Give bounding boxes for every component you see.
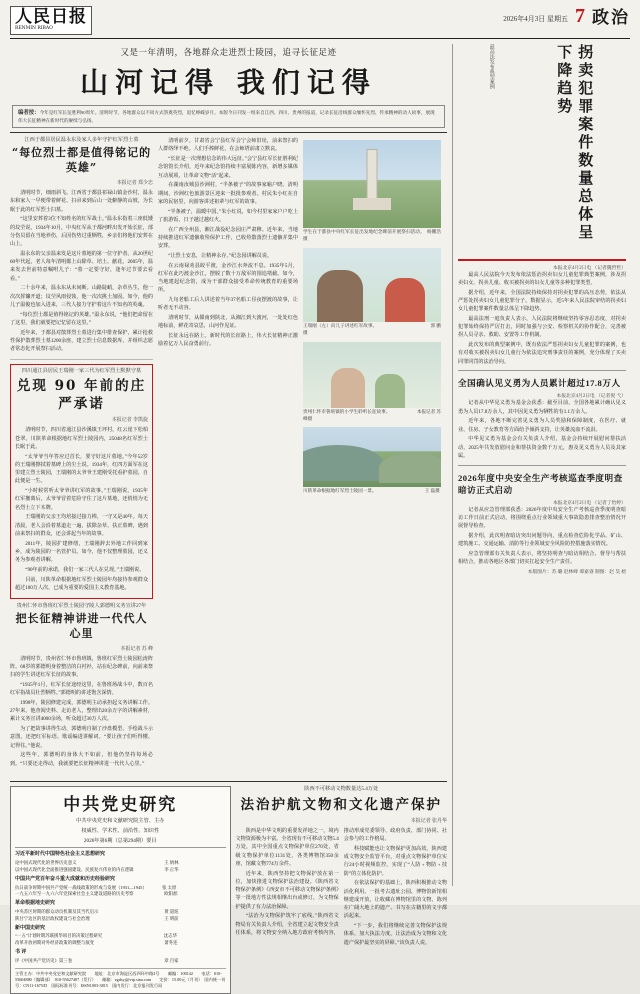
story-paragraph: “这里安葬着3位不知姓名的红军战士。”温永东指着三座低矮的坟茔说，1934年10月，中央红军从于都河畔出发开始长征，部分伤员留在当地养伤，后因伤势过重牺牲，乡亲们将他们安葬在山上。 xyxy=(10,216,153,248)
main-columns xyxy=(10,44,447,989)
story-guizhou xyxy=(10,603,153,774)
story-paragraph: “下一步，我们将继续完善文物保护法规体系，加大执法力度，让法治成为文物和文化遗产保护最坚实的屏障。”该负责人说。 xyxy=(343,923,447,946)
masthead-right xyxy=(503,6,630,26)
journal-item: 以中国式现代化全面推进强国建设、民族复兴伟业的内在逻辑 李 正华 xyxy=(15,867,179,873)
story-paragraph: “太爷爷当年答应过首长，要守好这片墓地。”今年52岁的王瑞刚擦拭着墓碑上的尘土说。1934年，红四方面军在这里建立烈士陵园，王瑞刚的太爷爷王建刚受托看护墓园，自此便是一生。 xyxy=(15,453,148,485)
divider xyxy=(458,370,626,371)
story-paragraph: “法治为文物保护筑牢了底线。”陕西省文物局有关负责人介绍，全省建立起文物安全责任体系，将文物安全纳入地方政府考核内容，推动形成党委领导、政府负责、部门协同、社会参与的工作格局。 xyxy=(235,827,447,936)
right-paragraph: 此次发布的典型案例中，既有依法严惩拐卖妇女儿童犯罪的案例，也有对收买被拐卖妇女儿童行为依法追究刑事责任的案例，充分体现了买卖同罪同罚的法治导向。 xyxy=(458,342,626,365)
journal-item: 评《中国共产党历史》第三卷 章 百家 xyxy=(15,957,179,963)
right-second-title: 全国确认见义勇为人员累计超过17.8万人 xyxy=(458,378,621,389)
story-byline: 本报记者 张丹华 xyxy=(410,818,447,824)
page-body xyxy=(10,43,630,989)
journal-item: “一五”计划时期苏联援华项目的决策过程研究 沈志华 xyxy=(15,933,177,939)
story-byline: 本报记者 李凯旋 xyxy=(111,418,148,424)
photo-caption: 王瑞刚（左）向儿子讲述红军故事。 郭 鹏摄 xyxy=(303,322,441,335)
journal-title: 中共党史研究 xyxy=(63,795,178,816)
journal-contents xyxy=(15,851,226,964)
column-three-photos xyxy=(303,137,441,777)
story-title: “每位烈士都是值得铭记的英雄” xyxy=(11,146,152,175)
story-paragraph: 这些年，郭德明的身体大不如前，但他仍坚持每场必到。“只要还走得动，我就要把长征精神讲进一代代人心里。” xyxy=(10,752,153,767)
mid-paragraph: 长征永远在路上。新时代的长征路上，伟大长征精神正激励着亿万人民奋勇前行。 xyxy=(158,333,298,348)
mid-paragraph: “长征是一次理想信念的伟大远征。”会宁县红军长征胜利纪念馆馆长介绍，近年来纪念馆持续丰富展陈内容，新增多媒体互动展项，让革命文物“活”起来。 xyxy=(158,156,298,179)
right-third-byline: 本报北京4月2日电 （记者丁怡婷） xyxy=(552,500,626,506)
mid-paragraph: 在广西全州县，湘江战役纪念园庄严肃穆。近年来，当地持续推进红军遗骸收殓保护工作，已收殓散落烈士遗骸并集中安葬。 xyxy=(158,226,298,250)
mid-paragraph: 九旬老船工后人讲述着当年37名船工昼夜摆渡的故事，让听者无不动容。 xyxy=(158,297,298,312)
journal-item: 陕甘宁边区的基层政权建设与社会治理 王 明前 xyxy=(15,915,179,921)
journal-section-head: 中国共产党百年奋斗重大成就和历史经验研究 xyxy=(15,876,116,882)
story-paragraph: 近年来，陕西坚持把文物保护放在第一位，加快推进文物保护法治建设。《陕西省文物保护条例》《西安市不可移动文物保护条例》等一批地方性法规相继出台或修订，为文物保护提供了有力法治保障。 xyxy=(235,870,339,910)
family-photo-image xyxy=(303,248,441,322)
story-paragraph: 为了把故事讲得生动，郭德明自制了沙盘模型、手绘战斗示意图，还把红军标语、歌谣编进讲解词。“要让孩子们听得懂、记得住。”他说。 xyxy=(10,726,153,749)
story-paragraph: 2011年，陵园扩建修缮，王瑞刚辞去外地工作回到家乡，成为陵园的一名管护员。如今，他不仅整理墓园，还义务为参观者讲解。 xyxy=(15,540,148,564)
story-shaanxi xyxy=(236,786,448,993)
journal-item: 一九五六年至一九六六年党探索社会主义建设道路的历史考察 欧阳淞 xyxy=(15,891,178,897)
story-paragraph: 清明时节，贵州省仁怀市鲁班镇，鲁班红军烈士陵园松涛阵阵。68岁的郭德明身着整洁的白衬衫，站在纪念碑前，向前来祭扫的学生讲述红军长征的故事。 xyxy=(10,655,153,679)
paper-logo xyxy=(10,6,92,35)
journal-footer: 主管主办：中共中央党史和文献研究院 地址：北京市海淀区西四环中路2号 邮编：100142 电话：010-55604880（编辑部） 010-55627407（发行） 邮箱：zgdsyj@vip.sina.com 定价：15.00元（月刊） 国内统一刊号：CN11-1675/D 国际标准刊号：ISSN1003-3815 国内发行：北京报刊发行局 xyxy=(15,968,226,990)
monument-photo xyxy=(303,140,441,243)
lead-kicker: 又是一年清明，各地群众走进烈士陵园，追寻长征足迹 xyxy=(120,46,337,57)
publication-date: 2026年4月3日 星期五 xyxy=(503,15,568,23)
right-column xyxy=(452,44,626,886)
divider xyxy=(458,465,626,466)
landscape-photo-image xyxy=(303,427,441,487)
section-name: 政治 xyxy=(592,8,630,27)
right-paragraph: 最高法刑一庭负责人表示，人民法院将继续坚持零容忍态度，对拐卖犯罪始终保持严厉打击，同时加强与公安、检察机关的协作配合，完善被拐人员寻亲、救助、安置等工作机制。 xyxy=(458,315,626,339)
right-third-title: 2026年度中央安全生产考核巡查季度明查暗访正式启动 xyxy=(458,472,623,495)
journal-section-head: 革命根据地史研究 xyxy=(15,901,56,907)
right-feature-byline: 本报北京4月2日电 （记者魏哲哲） xyxy=(552,265,626,271)
photo-caption: 川陕革命根据地红军烈士陵园一景。 王 磊摄 xyxy=(303,488,440,494)
mid-paragraph: 清明前夕，甘肃省会宁县红军会宁会师旧址，前来祭扫的人群络绎不绝。人们手捧鲜花，在会师塔前肃立默哀。 xyxy=(158,138,298,153)
right-second-byline: 本报北京4月2日电 （记者倪 弋） xyxy=(556,394,626,400)
story-body xyxy=(236,827,448,947)
right-paragraph: 中华见义勇为基金会有关负责人介绍，基金会持续开展慰问帮扶活动，2025年共发放慰问金和帮扶资金数千万元，惠及见义勇为人员及其家属。 xyxy=(458,436,626,459)
journal-item: 论中国式现代化的世界历史意义 王 炳林 xyxy=(15,860,179,866)
story-byline: 本报记者 郑少忠 xyxy=(116,181,153,187)
mid-paragraph: “半条被子，温暖中国。”朱小红说，如今村里家家户户吃上了旅游饭，日子越过越红火。 xyxy=(158,208,298,223)
column-two xyxy=(158,137,298,777)
divider-red xyxy=(458,259,626,261)
journal-section-head: 习近平新时代中国特色社会主义思想研究 xyxy=(15,852,106,858)
right-paragraph: 近年来，各地不断完善见义勇为人员奖励和保障制度，在医疗、就业、住房、子女教育等方面给予倾斜支持，让英雄流血不流泪。 xyxy=(458,418,626,433)
story-paragraph: “小时候常听太爷爷讲红军的故事。”王瑞刚说，1935年红军撤离后，太爷爷冒着危险守住了这片墓地，还悄悄为无名烈士立下木牌。 xyxy=(15,488,148,511)
story-paragraph: 王瑞刚的父亲王均培接过接力棒，一守又是40年。每天清晨，老人会沿着墓道走一遍，拔除杂草、扶正墓碑，遇到前来祭扫的群众，还会讲起当年的故事。 xyxy=(15,514,148,537)
journal-item: 改革开放初期对外经济政策的调整与演变 萧冬连 xyxy=(15,940,178,946)
kids-photo xyxy=(303,342,441,423)
story-byline: 本报记者 苏 峰 xyxy=(120,646,153,652)
story-paragraph: “1935年1月，红军长征途经这里，在鲁班场战斗中，数百名红军指战员壮烈牺牲。”郭德明的讲述饱含深情。 xyxy=(10,681,153,697)
divider xyxy=(15,847,226,848)
lead-headline-block xyxy=(10,44,447,133)
story-paragraph: 科技赋能也让文物保护更加高效。陕西建成文物安全监管平台，对重点文物保护单位实行24小时视频监控，实现了“人防﹢物防﹢技防”的立体化防护。 xyxy=(343,845,447,877)
story-paragraph: 目前，川陕革命根据地红军烈士陵园年均接待参观群众超过100万人次，已成为重要的爱国主义教育基地。 xyxy=(15,576,148,591)
right-paragraph: 记者从中华见义勇为基金会获悉：截至目前，全国各地累计确认见义勇为人员17.8万余人，其中因见义勇为牺牲的有1.1万余人。 xyxy=(458,400,626,415)
editor-note xyxy=(12,105,445,128)
story-paragraph: “90年前的承诺，我们一家三代人在兑现。”王瑞刚说。 xyxy=(25,566,145,573)
story-paragraph: 1998年，陵园修建完成，郭德明主动承担起义务讲解工作。27年来，他查阅史料、走访老人，整理出20余万字的讲解素材，累计义务宣讲4000余场，听众超过30万人次。 xyxy=(10,699,153,723)
story-title: 兑现 90 年前的庄严承诺 xyxy=(16,378,147,413)
right-feature-title: 拐卖犯罪案件数量总体呈下降趋势 xyxy=(555,43,595,242)
paper-pinyin: RENMIN RIBAO xyxy=(15,25,53,31)
story-subtitle: 四川通江县居民王瑞刚一家三代为红军烈士默默守墓 xyxy=(21,367,142,374)
photo-caption: 学生在于都县中央红军长征出发地纪念碑前开展祭扫活动。 杨鹏浩摄 xyxy=(303,229,441,241)
story-title: 把长征精神讲进一代代人心里 xyxy=(15,612,148,640)
story-subtitle: 陕西不可移动文物数量达5.4万处 xyxy=(304,786,379,793)
story-paragraph: “每位烈士都是值得铭记的英雄。”温永东说，“他们把命留在了这里，我们就要把记忆留在这里。” xyxy=(10,311,153,326)
three-column-zone xyxy=(10,137,447,777)
landscape-photo xyxy=(303,427,441,495)
story-paragraph: 陕西是中华文明的重要发祥地之一，境内文物资源极为丰富。全省现有不可移动文物5.4万处，其中全国重点文物保护单位270处，省级文物保护单位1131处，各类博物馆350余座，馆藏文物774万余件。 xyxy=(235,827,339,867)
journal-section-head: 书 评 xyxy=(15,950,27,956)
journal-section-head: 新中国史研究 xyxy=(15,925,46,931)
paper-name: 人民日报 xyxy=(15,7,87,27)
column-one xyxy=(10,137,153,777)
right-paragraph: 应急管理部有关负责人表示，将坚持明查与暗访相结合、督导与帮扶相结合，推动各地区各部门切实扛起安全生产责任。 xyxy=(458,550,626,566)
story-subtitle: 江西于都县居民温永东及家人多年守护红军烈士墓 xyxy=(24,137,139,144)
right-paragraph: 据介绍，近年来，全国法院持续保持对拐卖犯罪的高压态势，依法从严惩处拐卖妇女儿童犯罪分子。数据显示，近5年来人民法院审结的拐卖妇女儿童犯罪案件数量总体呈下降趋势。 xyxy=(458,289,626,313)
right-paragraph: 最高人民法院今天发布依法惩治拐卖妇女儿童犯罪典型案例，涉及拐卖妇女、拐卖儿童、收买被拐卖的妇女儿童等多种犯罪类型。 xyxy=(458,271,626,286)
right-paragraph: 记者从应急管理部获悉：2026年度中央安全生产考核巡查季度明查暗访工作日前正式启动，将围绕重点行业领域重大事故隐患排查整治情况开展督导检查。 xyxy=(458,506,626,530)
mid-paragraph: “让烈士安息，让精神永存。”纪念园讲解员说。 xyxy=(168,252,273,259)
journal-item: 中央苏区时期的群众动员机制及其当代启示 黄 道炫 xyxy=(15,909,179,915)
kids-photo-image xyxy=(303,342,441,408)
story-jiangxi xyxy=(10,137,153,360)
editor-note-label: 编者按： xyxy=(18,109,40,116)
family-photo xyxy=(303,248,441,337)
monument-photo-image xyxy=(303,140,441,228)
story-subtitle: 贵州仁怀市鲁班红军烈士陵园守陵人郭德明义务宣讲27年 xyxy=(16,602,147,609)
story-paragraph: 温永东的父亲温来发是这片墓地的第一位守护者。从20世纪60年代起，老人每年清明都上山除草、培土、献花。2005年，温来发去世前特意嘱咐儿子：“墓一定要守好，逢年过节要去看看。” xyxy=(10,250,153,282)
photo-credit: 本版图片：苏 璐 赵林峰 谭嘉睿 制图：赵 昊 榜 xyxy=(527,569,626,575)
page-number: 7 xyxy=(575,5,585,27)
journal-tagline: 权威性、学术性、前沿性、知识性 xyxy=(81,828,160,835)
journal-item: 抗日战争时期中国共产党统一战线政策的形成与发展（1931—1945） 张 太原 xyxy=(15,884,177,890)
mid-paragraph: 清明时节，从赣南到陕北，从湘江到大渡河，一处处红色地标前，鲜花寄哀思，山河作见证。 xyxy=(158,315,298,330)
story-paragraph: 在依法保护的基础上，陕西积极推动文物活化利用。一批考古遗址公园、博物馆新馆相继建成开放，让收藏在博物馆里的文物、陈列在广阔大地上的遗产、书写在古籍里的文字都活起来。 xyxy=(343,880,447,920)
right-feature-kicker-wrap xyxy=(458,44,626,257)
mid-paragraph: 在云南禄劝县皎平渡，金沙江水奔流不息。1935年5月，红军在此巧渡金沙江，摆脱了数十万敌军的围追堵截。如今，当地建起纪念馆，成为干部群众接受革命传统教育的重要场所。 xyxy=(158,262,298,294)
mid-paragraph: 在湖南汝城县沙洲村，“半条被子”的故事家喻户晓。清明期间，沙洲红色旅游景区迎来一批批参观者。村民朱小红在自家的民宿里，向游客讲述祖辈与红军的故事。 xyxy=(158,182,298,205)
story-paragraph: 清明时节，四川省通江县沙溪镇王坪村，红云崖下松柏苍翠。川陕革命根据地红军烈士陵园内，25048名红军烈士长眠于此。 xyxy=(15,427,148,450)
photo-caption: 贵州仁怀市鲁班镇的小学生聆听长征故事。 本报记者 苏 峰摄 xyxy=(303,408,441,421)
bottom-zone xyxy=(10,781,447,993)
journal-issue: 2026年第6期（总第294期）要目 xyxy=(83,838,157,845)
masthead xyxy=(10,6,630,39)
right-feature-kicker: 最高法发布典型案例 xyxy=(488,43,494,89)
story-paragraph: 清明时节，细雨斜飞。江西省于都县祁禄山镇金沙村，温永东和家人一早便带着鲜花、扫帚来到后山一处僻静的山坡，为长眠于此的红军烈士扫墓。 xyxy=(10,190,153,213)
editor-note-text: 今年是红军长征胜利90周年。清明时节，各地群众以不同方式祭奠英烈，追忆峥嵘岁月。本版今日刊发一组来自江西、四川、贵州的报道，记录长征沿线群众缅怀先烈、传承精神的动人故事，展现伟大长征精神在新时代的赓续与弘扬。 xyxy=(18,109,435,123)
right-paragraph: 据介绍，此次明查暗访突出问题导向，重点检查危险化学品、矿山、建筑施工、交通运输、消防等行业领域安全风险防控措施落实情况。 xyxy=(458,532,626,548)
story-paragraph: 近年来，于都县对散葬烈士墓进行集中排查保护，累计抢救性保护散葬烈士墓1200余座，建立烈士信息数据库，并组织志愿者常态化开展祭扫活动。 xyxy=(10,329,153,353)
lead-headline: 山河记得 我们记得 xyxy=(80,65,377,99)
story-sichuan-highlight xyxy=(10,364,153,599)
story-title: 法治护航文物和文化遗产保护 xyxy=(240,796,442,813)
journal-publisher: 中共中央党史和文献研究院主管、主办 xyxy=(76,818,165,825)
journal-advertisement xyxy=(10,786,231,993)
story-paragraph: 二十余年来，温永东从未间断。山路陡峭，杂草丛生，他一次次挥镰开道；坟茔风雨侵蚀，他一次次挑土加固。如今，他的儿子温俊也加入进来，三代人接力守护着这片不知名的英魂。 xyxy=(10,285,153,308)
